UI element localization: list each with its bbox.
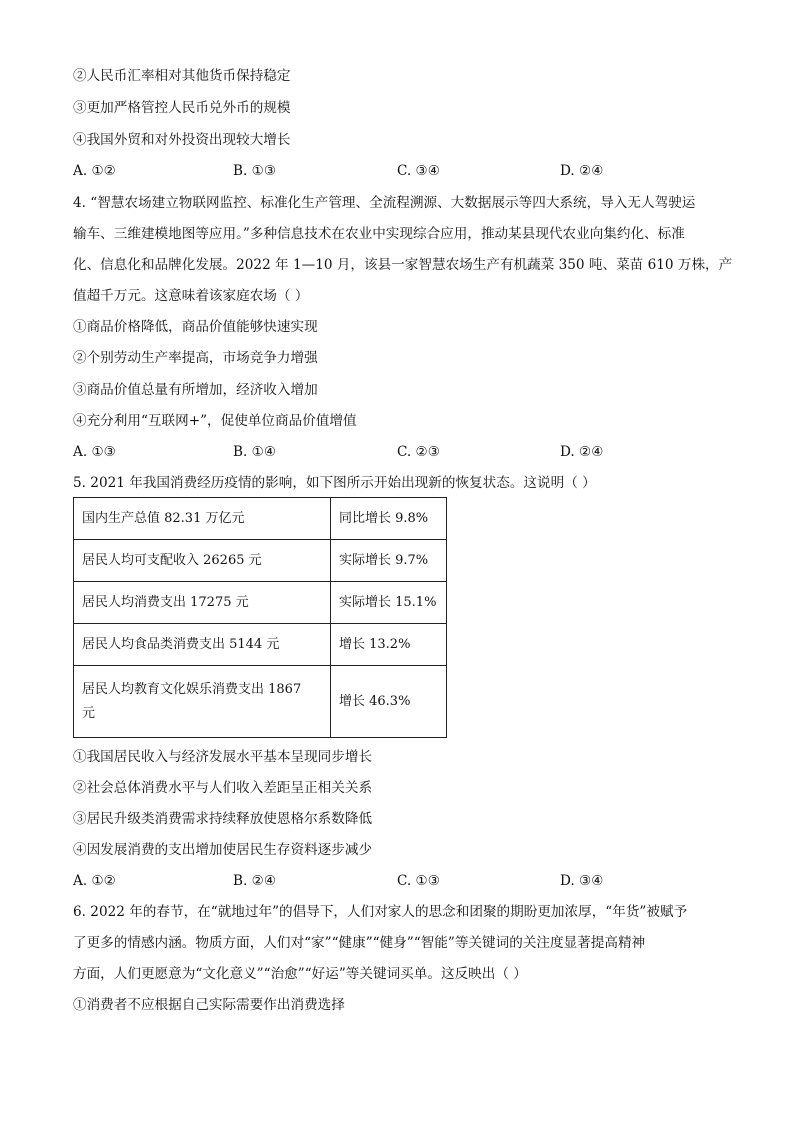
table-cell-item bbox=[74, 666, 331, 738]
table-row bbox=[74, 582, 447, 624]
table-cell-growth: 实际增长 15.1% bbox=[331, 582, 447, 624]
q5-statistics-table bbox=[73, 497, 447, 738]
q5-item-1: ①我国居民收入与经济发展水平基本呈现同步增长 bbox=[73, 749, 373, 765]
q3-item-4: ④我国外贸和对外投资出现较大增长 bbox=[73, 132, 291, 148]
q6-item-1: ①消费者不应根据自己实际需要作出消费选择 bbox=[73, 997, 345, 1013]
q4-stem-line-3: 化、信息化和品牌化发展。2022 年 1—10 月，该县一家智慧农场生产有机蔬菜 350 吨、菜苗 610 万株，产 bbox=[73, 257, 733, 273]
table-row bbox=[74, 624, 447, 666]
q5-option-d[interactable]: D. ③④ bbox=[560, 873, 604, 889]
q5-stem: 5. 2021 年我国消费经历疫情的影响，如下图所示开始出现新的恢复状态。这说明（ ） bbox=[73, 475, 596, 491]
q4-option-b[interactable]: B. ①④ bbox=[233, 444, 277, 460]
q5-option-b[interactable]: B. ②④ bbox=[233, 873, 277, 889]
table-row bbox=[74, 498, 447, 540]
q6-stem-line-3: 方面，人们更愿意为“文化意义”“治愈”“好运”等关键词买单。这反映出（ ） bbox=[73, 966, 527, 982]
q6-stem-line-2: 了更多的情感内涵。物质方面，人们对“家”“健康”“健身”“智能”等关键词的关注度显著提高精神 bbox=[73, 935, 646, 951]
q3-option-a[interactable]: A. ①② bbox=[73, 163, 116, 179]
q5-item-4: ④因发展消费的支出增加使居民生存资料逐步减少 bbox=[73, 842, 373, 858]
table-row bbox=[74, 540, 447, 582]
table-cell-item: 居民人均食品类消费支出 5144 元 bbox=[74, 624, 331, 666]
table-cell-growth: 同比增长 9.8% bbox=[331, 498, 447, 540]
q3-option-b[interactable]: B. ①③ bbox=[233, 163, 277, 179]
q4-item-4: ④充分利用“互联网+”，促使单位商品价值增值 bbox=[73, 413, 357, 429]
q3-option-c[interactable]: C. ③④ bbox=[397, 163, 440, 179]
table-cell-item-line-1: 居民人均教育文化娱乐消费支出 1867 bbox=[82, 681, 302, 697]
table-cell-growth: 实际增长 9.7% bbox=[331, 540, 447, 582]
table-cell-growth: 增长 46.3% bbox=[331, 666, 447, 738]
q6-stem-line-1: 6. 2022 年的春节，在“就地过年”的倡导下，人们对家人的思念和团聚的期盼更加浓厚，“年货”被赋予 bbox=[73, 904, 688, 920]
q4-item-1: ①商品价格降低，商品价值能够快速实现 bbox=[73, 319, 318, 335]
q3-option-d[interactable]: D. ②④ bbox=[560, 163, 604, 179]
q4-item-3: ③商品价值总量有所增加，经济收入增加 bbox=[73, 382, 318, 398]
q4-stem-line-4: 值超千万元。这意味着该家庭农场（ ） bbox=[73, 288, 309, 304]
q5-option-c[interactable]: C. ①③ bbox=[397, 873, 440, 889]
table-row bbox=[74, 666, 447, 738]
table-cell-item-line-2: 元 bbox=[82, 705, 96, 721]
table-cell-item: 居民人均消费支出 17275 元 bbox=[74, 582, 331, 624]
table-cell-growth: 增长 13.2% bbox=[331, 624, 447, 666]
q4-item-2: ②个别劳动生产率提高，市场竞争力增强 bbox=[73, 350, 318, 366]
q5-item-2: ②社会总体消费水平与人们收入差距呈正相关关系 bbox=[73, 780, 373, 796]
q3-item-3: ③更加严格管控人民币兑外币的规模 bbox=[73, 100, 291, 116]
q4-option-a[interactable]: A. ①③ bbox=[73, 444, 116, 460]
table-cell-item: 国内生产总值 82.31 万亿元 bbox=[74, 498, 331, 540]
q4-stem-line-1: 4. “智慧农场建立物联网监控、标准化生产管理、全流程溯源、大数据展示等四大系统，导入无人驾驶运 bbox=[73, 195, 696, 211]
table-cell-item: 居民人均可支配收入 26265 元 bbox=[74, 540, 331, 582]
q5-option-a[interactable]: A. ①② bbox=[73, 873, 116, 889]
q4-stem-line-2: 输车、三维建模地图等应用。”多种信息技术在农业中实现综合应用，推动某县现代农业向集约化、标准 bbox=[73, 226, 685, 242]
q5-item-3: ③居民升级类消费需求持续释放使恩格尔系数降低 bbox=[73, 811, 373, 827]
q4-option-c[interactable]: C. ②③ bbox=[397, 444, 440, 460]
q3-item-2: ②人民币汇率相对其他货币保持稳定 bbox=[73, 68, 291, 84]
q4-option-d[interactable]: D. ②④ bbox=[560, 444, 604, 460]
